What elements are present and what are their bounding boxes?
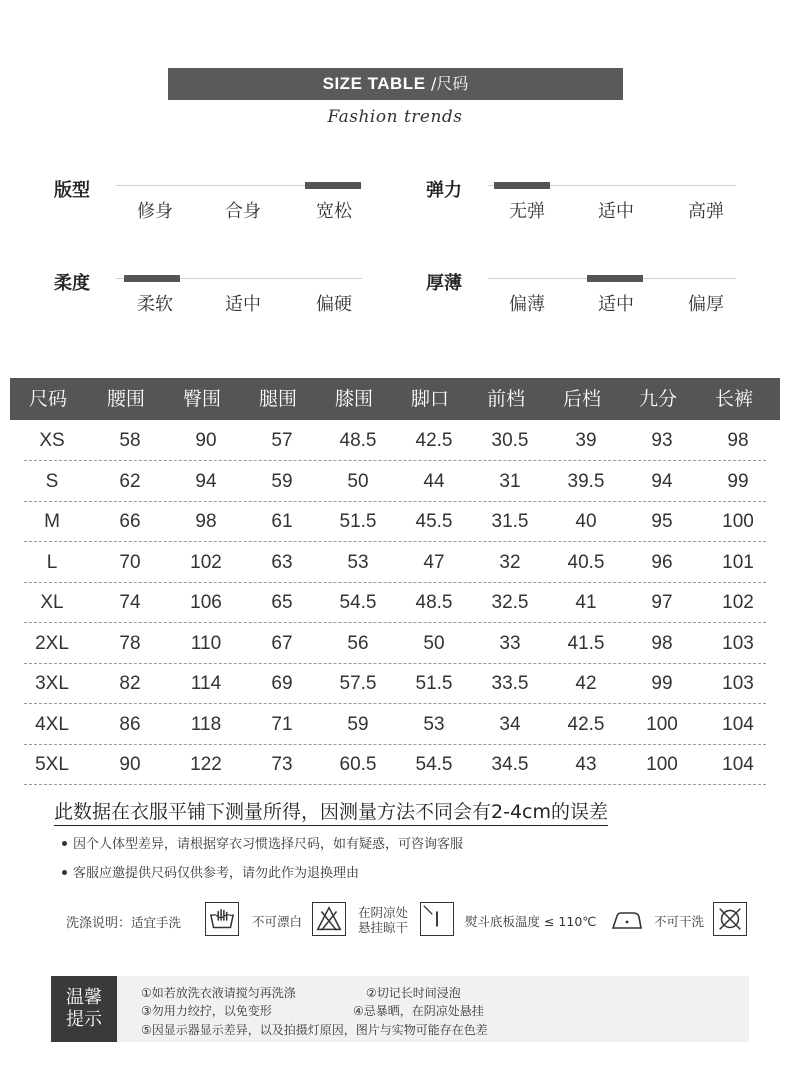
measurement-cell: 40.5 xyxy=(567,551,605,573)
measurement-cell: 110 xyxy=(190,632,222,654)
measurement-cell: 104 xyxy=(722,754,754,775)
measurement-cell: 100 xyxy=(722,511,754,532)
tip-item: ①如若放洗衣液请搅匀再洗涤 xyxy=(141,986,296,1000)
measurement-cell: 103 xyxy=(722,673,754,694)
measurement-cell: 99 xyxy=(727,470,749,492)
size-cell: 2XL xyxy=(35,632,69,654)
measurement-cell: 43 xyxy=(575,754,597,775)
note-bullet-text: 因个人体型差异，请根据穿衣习惯选择尺码，如有疑惑，可咨询客服 xyxy=(73,837,464,852)
table-row xyxy=(24,543,766,583)
table-header-cell: 脚口 xyxy=(410,388,449,410)
measurement-cell: 48.5 xyxy=(339,430,377,451)
measurement-cell: 59 xyxy=(271,470,293,492)
measurement-cell: 57 xyxy=(271,430,293,451)
attr-option: 高弹 xyxy=(688,201,724,222)
measurement-cell: 58 xyxy=(119,430,141,451)
measurement-cell: 47 xyxy=(423,551,445,573)
measurement-cell: 56 xyxy=(347,632,369,654)
measurement-cell: 102 xyxy=(190,551,222,573)
table-row xyxy=(24,664,766,704)
measurement-note: 此数据在衣服平铺下测量所得，因测量方法不同会有2-4cm的误差 xyxy=(54,797,608,826)
measurement-cell: 62 xyxy=(119,470,141,492)
measurement-cell: 93 xyxy=(651,430,673,451)
attr-label: 弹力 xyxy=(426,180,462,201)
measurement-cell: 30.5 xyxy=(491,430,529,451)
measurement-cell: 41.5 xyxy=(567,632,605,654)
tips-title xyxy=(51,976,117,1042)
measurement-cell: 40 xyxy=(575,511,597,532)
measurement-cell: 54.5 xyxy=(415,754,453,775)
measurement-cell: 41 xyxy=(575,592,597,613)
shade-dry-icon xyxy=(420,902,454,936)
measurement-cell: 31 xyxy=(499,470,521,492)
measurement-cell: 99 xyxy=(651,673,673,694)
size-cell: XL xyxy=(40,592,64,613)
note-bullet-text: 客服应邀提供尺码仅供参考，请勿此作为退换理由 xyxy=(73,866,360,881)
attr-option: 柔软 xyxy=(137,294,173,315)
measurement-cell: 32.5 xyxy=(491,592,529,613)
table-row xyxy=(24,502,766,542)
measurement-cell: 45.5 xyxy=(415,511,453,532)
measurement-cell: 101 xyxy=(722,551,754,573)
attr-option: 偏厚 xyxy=(688,294,724,315)
measurement-cell: 51.5 xyxy=(339,511,377,532)
measurement-cell: 118 xyxy=(190,713,222,735)
tips-title-line2: 提示 xyxy=(66,1009,102,1030)
measurement-cell: 39.5 xyxy=(567,470,605,492)
no-dry-clean-label: 不可干洗 xyxy=(654,914,705,929)
attr-option: 宽松 xyxy=(316,201,352,222)
table-row xyxy=(24,624,766,664)
attr-option: 适中 xyxy=(598,294,634,315)
measurement-cell: 31.5 xyxy=(491,511,529,532)
measurement-cell: 33 xyxy=(499,632,521,654)
measurement-cell: 103 xyxy=(722,632,754,654)
attr-option: 无弹 xyxy=(509,201,545,222)
measurement-cell: 39 xyxy=(575,430,597,451)
measurement-cell: 122 xyxy=(190,754,222,775)
measurement-cell: 53 xyxy=(423,713,445,735)
size-cell: 3XL xyxy=(35,673,69,694)
measurement-cell: 66 xyxy=(119,511,141,532)
attr-option: 适中 xyxy=(225,294,261,315)
bullet-dot xyxy=(62,870,67,875)
measurement-cell: 54.5 xyxy=(339,592,377,613)
measurement-cell: 102 xyxy=(722,592,754,613)
size-table-title-bar xyxy=(168,68,623,100)
attr-label: 厚薄 xyxy=(426,273,462,294)
size-table-header xyxy=(10,378,780,420)
attr-option: 偏硬 xyxy=(316,294,352,315)
measurement-cell: 51.5 xyxy=(415,673,453,694)
measurement-cell: 114 xyxy=(190,673,222,694)
measurement-cell: 59 xyxy=(347,713,369,735)
measurement-cell: 67 xyxy=(271,632,293,654)
measurement-cell: 57.5 xyxy=(339,673,377,694)
iron-label: 熨斗底板温度 ≤ 110℃ xyxy=(465,914,597,929)
attr-softness xyxy=(54,269,384,329)
measurement-cell: 86 xyxy=(119,713,141,735)
measurement-cell: 53 xyxy=(347,551,369,573)
attr-marker xyxy=(305,182,361,189)
table-header-cell: 腿围 xyxy=(258,388,297,410)
size-cell: XS xyxy=(39,430,65,451)
measurement-cell: 74 xyxy=(119,592,141,613)
attr-fit xyxy=(54,176,384,236)
attr-marker xyxy=(587,275,643,282)
table-header-cell: 膝围 xyxy=(334,388,373,410)
note-bullet xyxy=(62,862,359,881)
table-header-cell: 九分 xyxy=(638,388,677,410)
measurement-cell: 61 xyxy=(271,511,293,532)
table-row xyxy=(24,705,766,745)
attr-thickness xyxy=(426,269,756,329)
tip-item: ⑤因显示器显示差异，以及拍摄灯原因，图片与实物可能存在色差 xyxy=(141,1023,488,1037)
table-header-cell: 腰围 xyxy=(106,388,145,410)
measurement-cell: 94 xyxy=(195,470,217,492)
iron-icon xyxy=(609,904,645,934)
size-cell: S xyxy=(45,470,59,492)
measurement-cell: 82 xyxy=(119,673,141,694)
table-row xyxy=(24,421,766,461)
measurement-cell: 42 xyxy=(575,673,597,694)
hand-wash-label: 适宜手洗 xyxy=(131,915,182,930)
measurement-cell: 34 xyxy=(499,713,521,735)
table-header-cell: 后档 xyxy=(562,388,601,410)
measurement-cell: 96 xyxy=(651,551,673,573)
measurement-cell: 65 xyxy=(271,592,293,613)
measurement-cell: 70 xyxy=(119,551,141,573)
measurement-cell: 69 xyxy=(271,673,293,694)
size-cell: L xyxy=(46,551,58,573)
table-header-cell: 尺码 xyxy=(28,388,67,410)
measurement-cell: 50 xyxy=(347,470,369,492)
measurement-cell: 98 xyxy=(195,511,217,532)
measurement-cell: 63 xyxy=(271,551,293,573)
tip-item: ④忌暴晒，在阴凉处悬挂 xyxy=(353,1004,484,1018)
no-bleach-icon xyxy=(312,902,346,936)
table-row xyxy=(24,745,766,785)
attr-option: 偏薄 xyxy=(509,294,545,315)
tip-item: ③勿用力绞拧，以免变形 xyxy=(141,1004,272,1018)
table-row xyxy=(24,583,766,623)
measurement-cell: 33.5 xyxy=(491,673,529,694)
hand-wash-icon xyxy=(205,902,239,936)
table-header-cell: 长裤 xyxy=(714,388,753,410)
attr-elasticity xyxy=(426,176,756,236)
size-cell: 5XL xyxy=(35,754,69,775)
measurement-cell: 100 xyxy=(646,754,678,775)
attr-label: 柔度 xyxy=(54,273,90,294)
tips-title-line1: 温馨 xyxy=(66,987,102,1008)
attr-option: 适中 xyxy=(598,201,634,222)
measurement-cell: 60.5 xyxy=(339,754,377,775)
fashion-trends-script: Fashion trends xyxy=(327,107,463,127)
attr-option: 合身 xyxy=(225,201,261,222)
table-header-cell: 臀围 xyxy=(182,388,221,410)
measurement-cell: 98 xyxy=(727,430,749,451)
shade-dry-line2: 悬挂晾干 xyxy=(358,920,409,935)
measurement-cell: 106 xyxy=(190,592,222,613)
table-row xyxy=(24,462,766,502)
tip-item: ②切记长时间浸泡 xyxy=(366,986,461,1000)
title-chinese: /尺码 xyxy=(430,74,469,93)
shade-dry-label xyxy=(358,905,408,945)
attr-option: 修身 xyxy=(137,201,173,222)
measurement-cell: 44 xyxy=(423,470,445,492)
measurement-cell: 90 xyxy=(195,430,217,451)
measurement-cell: 71 xyxy=(271,713,293,735)
measurement-cell: 90 xyxy=(119,754,141,775)
size-cell: 4XL xyxy=(35,713,69,735)
attr-label: 版型 xyxy=(54,180,90,201)
shade-dry-line1: 在阴凉处 xyxy=(358,905,409,920)
measurement-cell: 42.5 xyxy=(567,713,605,735)
no-bleach-label: 不可漂白 xyxy=(252,914,303,929)
attr-marker xyxy=(124,275,180,282)
measurement-cell: 97 xyxy=(651,592,673,613)
size-cell: M xyxy=(44,511,60,532)
measurement-cell: 94 xyxy=(651,470,673,492)
title-english: SIZE TABLE xyxy=(322,74,426,93)
measurement-cell: 48.5 xyxy=(415,592,453,613)
bullet-dot xyxy=(62,841,67,846)
note-bullet xyxy=(62,833,463,852)
no-dry-clean-icon xyxy=(713,902,747,936)
measurement-cell: 78 xyxy=(119,632,141,654)
measurement-cell: 100 xyxy=(646,713,678,735)
measurement-cell: 98 xyxy=(651,632,673,654)
table-header-cell: 前档 xyxy=(486,388,525,410)
measurement-cell: 95 xyxy=(651,511,673,532)
measurement-cell: 42.5 xyxy=(415,430,453,451)
attr-marker xyxy=(494,182,550,189)
measurement-cell: 34.5 xyxy=(491,754,529,775)
measurement-cell: 50 xyxy=(423,632,445,654)
measurement-cell: 73 xyxy=(271,754,293,775)
measurement-cell: 32 xyxy=(499,551,521,573)
wash-label xyxy=(66,912,181,931)
measurement-cell: 104 xyxy=(722,713,754,735)
wash-label-text: 洗涤说明： xyxy=(66,916,132,931)
